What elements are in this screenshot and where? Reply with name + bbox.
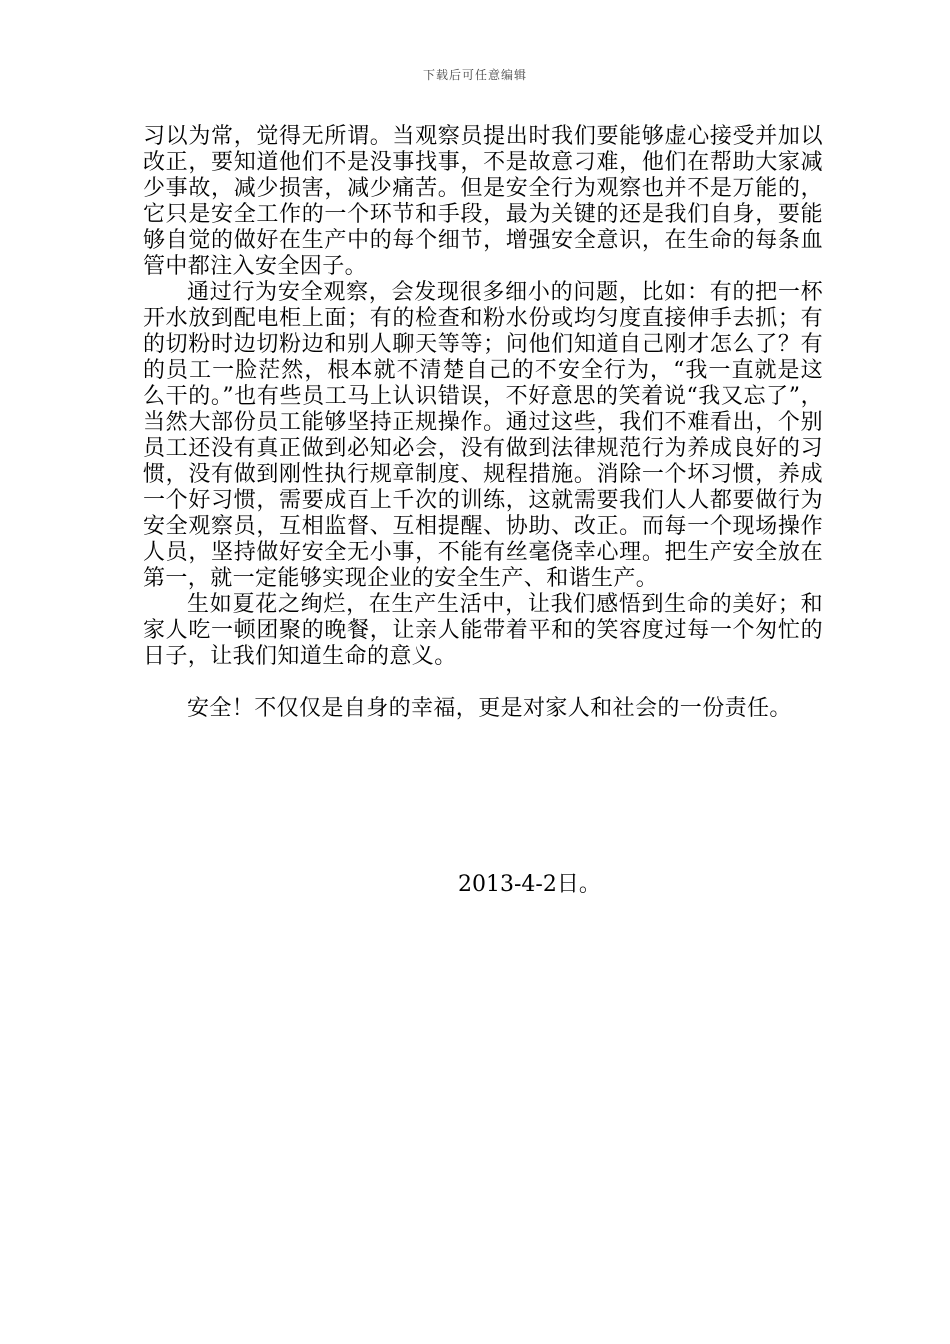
paragraph-1: 习以为常，觉得无所谓。当观察员提出时我们要能够虚心接受并加以改正，要知道他们不是没事找事，不是故意刁难，他们在帮助大家减少事故，减少损害，减少痛苦。但是安全行为观察也并不是万能的，它只是安全工作的一个环节和手段，最为关键的还是我们自身，要能够自觉的做好在生产中的每个细节，增强安全意识，在生命的每条血管中都注入安全因子。 (143, 124, 823, 279)
date-text: 2013-4-2日。 (458, 872, 601, 897)
header-note: 下载后可任意编辑 (422, 68, 527, 82)
paragraph-spacer (143, 670, 823, 696)
paragraph-4: 安全！不仅仅是自身的幸福，更是对家人和社会的一份责任。 (187, 696, 792, 721)
paragraph-2: 通过行为安全观察，会发现很多细小的问题，比如：有的把一杯开水放到配电柜上面；有的检查和粉水份或均匀度直接伸手去抓；有的切粉时边切粉边和别人聊天等等；问他们知道自己刚才怎么了？有的员工一脸茫然，根本就不清楚自己的不安全行为，“我一直就是这么干的。”也有些员工马上认识错误，不好意思的笑着说“我又忘了”，当然大部份员工能够坚持正规操作。通过这些，我们不难看出，个别员工还没有真正做到必知必会，没有做到法律规范行为养成良好的习惯，没有做到刚性执行规章制度、规程措施。消除一个坏习惯，养成一个好习惯，需要成百上千次的训练，这就需要我们人人都要做行为安全观察员，互相监督、互相提醒、协助、改正。而每一个现场操作人员，坚持做好安全无小事，不能有丝毫侥幸心理。把生产安全放在第一，就一定能够实现企业的安全生产、和谐生产。 (143, 280, 823, 591)
paragraph-3: 生如夏花之绚烂，在生产生活中，让我们感悟到生命的美好；和家人吃一顿团聚的晚餐，让亲人能带着平和的笑容度过每一个匆忙的日子，让我们知道生命的意义。 (143, 592, 823, 669)
document-date (458, 872, 601, 898)
document-body (143, 124, 823, 722)
